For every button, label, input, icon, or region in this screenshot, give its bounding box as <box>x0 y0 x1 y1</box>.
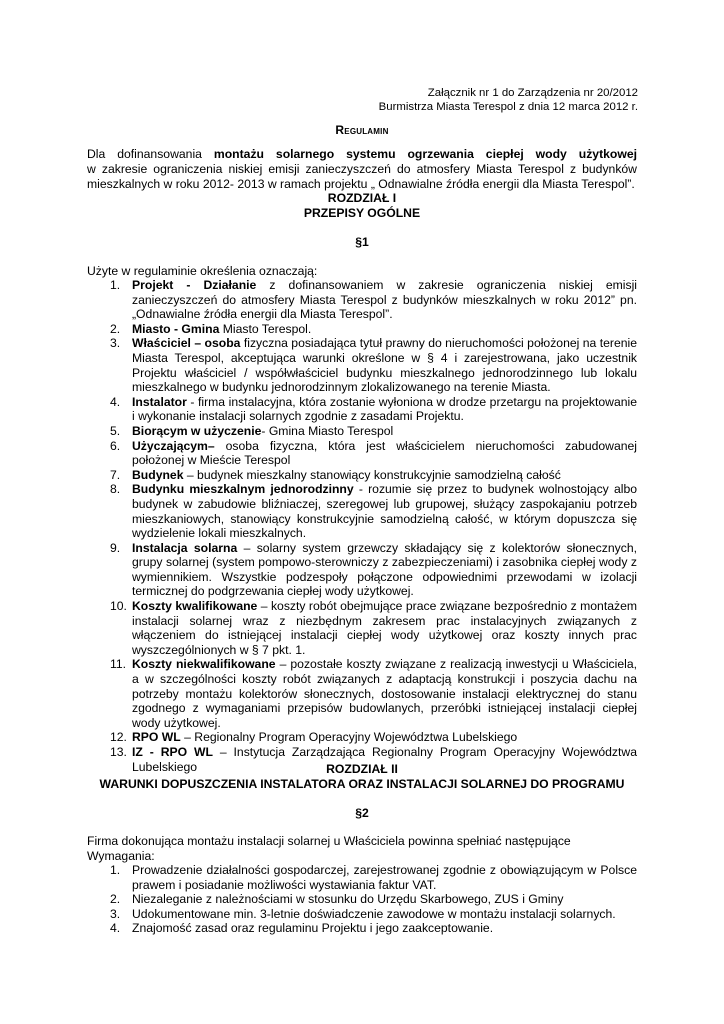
chapter-1-heading: ROZDZIAŁ I <box>327 191 397 205</box>
definition-item <box>87 468 637 483</box>
requirements-lead-1: Firma dokonująca montażu instalacji solarnej u Właściciela powinna spełniać następujące <box>87 834 571 848</box>
requirement-text: Niezaleganie z należnościami w stosunku do Urzędu Skarbowego, ZUS i Gminy <box>132 892 564 907</box>
definition-number: 13. <box>110 745 127 759</box>
definition-number: 2. <box>110 321 121 336</box>
chapter-2-subheading: WARUNKI DOPUSZCZENIA INSTALATORA ORAZ INSTALACJI SOLARNEJ DO PROGRAMU <box>99 777 625 791</box>
definition-term: Projekt - Działanie <box>132 278 257 292</box>
intro-line-1 <box>87 147 637 162</box>
definition-term: RPO WL <box>132 730 181 745</box>
definition-text: - Gmina Miasto Terespol <box>261 423 394 438</box>
definition-text: osoba fizyczna, która jest właścicielem nieruchomości zabudowanej położonej w Mieście Terespol <box>132 438 637 468</box>
definition-item <box>87 278 637 322</box>
definition-text: – pozostałe koszty związane z realizacją inwestycji u Właściciela, a w szczególności koszty robót związanych z adaptacją konstrukcji i poszycia dachu na potrzeby montażu kolektorów słonecznych, dostosowanie instalacji elektrycznej do stanu zgodnego z wymaganiami przepisów budowlanych, przeróbki istniejącej instalacji ciepłej wody użytkowej. <box>132 657 637 730</box>
requirement-item <box>87 907 637 922</box>
definition-term: Koszty niekwalifikowane <box>132 657 276 672</box>
definition-text: – Regionalny Program Operacyjny Województwa Lubelskiego <box>180 730 518 745</box>
definition-number: 7. <box>110 467 121 482</box>
document-title <box>0 123 724 137</box>
intro-bold: montażu solarnego systemu ogrzewania ciepłej wody użytkowej <box>213 147 637 161</box>
definition-number: 9. <box>110 540 121 555</box>
definition-text: – solarny system grzewczy składający się z kolektorów słonecznych, grupy solarnej (system pompowo-sterowniczy z zabezpieczeniami) i zasobnika ciepłej wody z wymiennikiem. Wszystkie podzespoły połączone odpowiednimi przewodami w izolacji termicznej do podgrzewania ciepłej wody użytkowej. <box>132 540 637 599</box>
definition-text: - rozumie się przez to budynek wolnostojący albo budynek w zabudowie bliźniaczej, szeregowej lub grupowej, służący zaspokajaniu potrzeb mieszkaniowych, stanowiący konstrukcyjnie samodzielną całość, w którym dopuszcza się wydzielenie lokali mieszkalnych. <box>132 482 638 541</box>
section-2-mark: §2 <box>355 806 369 820</box>
requirements-lead-2: Wymagania: <box>87 849 155 863</box>
attachment-line-1: Załącznik nr 1 do Zarządzenia nr 20/2012 <box>427 87 638 99</box>
definition-text: - firma instalacyjna, która zostanie wyłoniona w drodze przetargu na projektowanie i wykonanie instalacji solarnych zgodnie z zasadami Projektu. <box>132 394 637 424</box>
requirement-text: Znajomość zasad oraz regulaminu Projektu i jego zaakceptowanie. <box>132 921 494 936</box>
definitions-list <box>87 278 637 774</box>
attachment-header <box>379 86 638 114</box>
requirement-number: 4. <box>110 921 121 936</box>
definition-text: fizyczna posiadająca tytuł prawny do nieruchomości położonej na terenie Miasta Terespol, akceptująca warunki określone w § 4 i zarejestrowana, jako uczestnik Projektu właściciel / współwłaściciel budynku mieszkalnego jednorodzinnego lub lokalu mieszkalnego w budynku jednorodzinnym zlokalizowanego na terenie Miasta. <box>132 336 637 395</box>
definition-text: z dofinansowaniem w zakresie ograniczenia niskiej emisji zanieczyszczeń do atmosfery Miasta Terespol z budynków mieszkalnych w roku 2012” pn. „Odnawialne źródła energii dla Miasta Terespol”. <box>132 278 637 322</box>
definition-number: 12. <box>110 730 127 745</box>
definition-text: – koszty robót obejmujące prace związane bezpośrednio z montażem instalacji solarnej wraz z niezbędnym zakresem prac instalacyjnych związanych z włączeniem do istniejącej instalacji ciepłej wody użytkowej oraz koszty innych prac wyszczególnionych w § 7 pkt. 1. <box>132 599 638 657</box>
definition-term: Budynek <box>132 467 184 482</box>
definition-number: 1. <box>110 278 121 292</box>
definition-number: 11. <box>110 657 127 672</box>
requirement-item <box>87 863 637 892</box>
definition-number: 10. <box>110 599 127 614</box>
definition-item <box>87 541 637 599</box>
requirements-list <box>87 863 637 936</box>
definition-number: 6. <box>110 438 121 453</box>
requirement-text: Udokumentowane min. 3-letnie doświadczenie zawodowe w montażu instalacji solarnych. <box>132 906 616 921</box>
requirement-text: Prowadzenie działalności gospodarczej, zarejestrowanej zgodnie z obowiązującym w Polsce prawem i posiadanie możliwości wystawiania faktur VAT. <box>132 863 637 892</box>
requirement-item <box>87 892 637 907</box>
intro-line-3: mieszkalnych w roku 2012- 2013 w ramach projektu „ Odnawialne źródła energii dla Miasta Terespol”. <box>87 177 635 191</box>
attachment-line-2: Burmistrza Miasta Terespol z dnia 12 marca 2012 r. <box>378 101 638 113</box>
definition-item <box>87 395 637 424</box>
definition-term: Miasto - Gmina <box>132 321 220 336</box>
definition-number: 5. <box>110 423 121 438</box>
definition-text: – budynek mieszkalny stanowiący konstrukcyjnie samodzielną całość <box>183 467 561 482</box>
definition-item <box>87 730 637 745</box>
definition-number: 4. <box>110 394 121 409</box>
requirement-number: 2. <box>110 892 121 907</box>
definition-item <box>87 336 637 394</box>
definition-number: 8. <box>110 482 121 497</box>
definition-term: Budynku mieszkalnym jednorodzinny <box>132 482 354 497</box>
requirement-number: 3. <box>110 906 121 921</box>
definition-term: Koszty kwalifikowane <box>132 599 258 614</box>
definition-term: Właściciel – osoba <box>132 336 241 351</box>
definition-term: Użyczającym– <box>132 438 215 453</box>
intro-line-2: w zakresie ograniczenia niskiej emisji zanieczyszczeń do atmosfery Miasta Terespol z budynków <box>87 162 637 176</box>
definition-item <box>87 424 637 439</box>
definition-item <box>87 482 637 540</box>
document-title-text: Regulamin <box>335 123 389 137</box>
definition-item <box>87 439 637 468</box>
definition-term: Instalator <box>132 394 187 409</box>
definition-text: Miasto Terespol. <box>219 321 312 336</box>
definitions-lead: Użyte w regulaminie określenia oznaczają: <box>87 264 318 278</box>
intro-paragraph <box>87 147 637 192</box>
section-1-mark: §1 <box>355 235 369 249</box>
definition-item <box>87 322 637 337</box>
definition-item <box>87 599 637 657</box>
requirement-number: 1. <box>110 863 121 877</box>
definition-term: Instalacja solarna <box>132 540 238 555</box>
definition-text: – Instytucja Zarządzająca Regionalny Program Operacyjny Województwa Lubelskiego <box>132 745 637 774</box>
requirement-item <box>87 921 637 936</box>
definition-term: IZ - RPO WL <box>132 745 213 759</box>
intro-pre: Dla dofinansowania <box>87 147 214 161</box>
definition-term: Biorącym w użyczenie <box>132 423 262 438</box>
chapter-2-heading: ROZDZIAŁ II <box>326 762 398 776</box>
definition-item <box>87 657 637 730</box>
definition-number: 3. <box>110 336 121 351</box>
chapter-1-subheading: PRZEPISY OGÓLNE <box>303 206 421 220</box>
